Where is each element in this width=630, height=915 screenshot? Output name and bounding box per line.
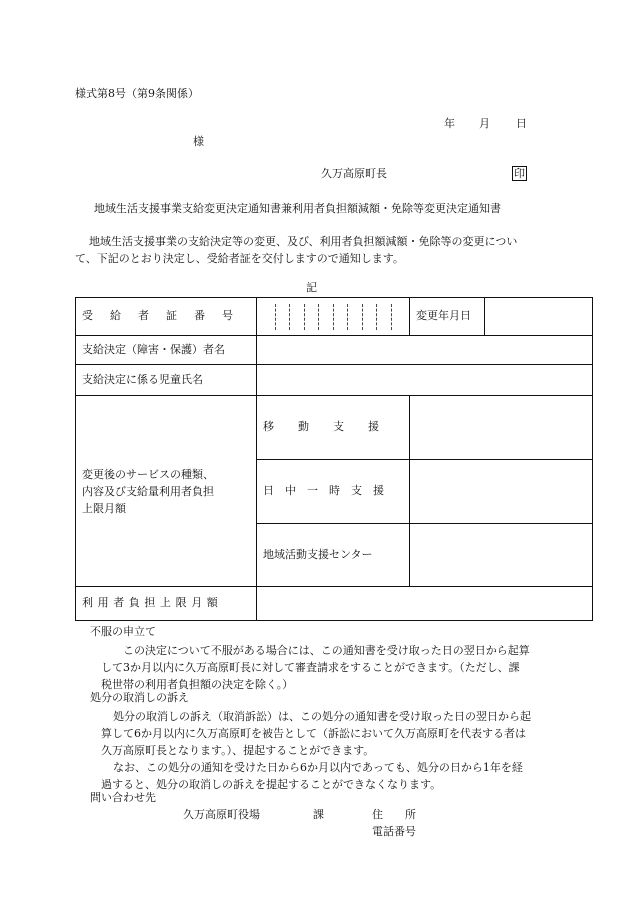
intro-paragraph [75,233,565,267]
revocation-p2-line-2: 過すると、処分の取消しの訴えを提起することができなくなります。 [101,778,442,791]
child-name-row [76,365,593,396]
intro-line-1: 地域生活支援事業の支給決定等の変更、及び、利用者負担額減額・免除等の変更につい [89,235,518,248]
service-label-line-3: 上限月額 [82,501,126,515]
child-name-label: 支給決定に係る児童氏名 [76,365,257,396]
objection-line-1: この決定について不服がある場合には、この通知書を受け取った日の翌日から起算 [123,644,530,657]
service-name-2: 日中一時支援 [263,484,395,498]
service-daytime-support [257,460,410,524]
date-year: 年 [444,117,455,130]
date-day: 日 [516,117,527,130]
revocation-paragraph [101,708,571,793]
child-name-field[interactable] [257,365,593,396]
service-row-1 [76,396,593,460]
upper-limit-label-text: 利用者負担上限月額 [82,596,223,610]
contact-address: 住 所 [372,808,416,821]
recipient-number-field[interactable] [257,298,410,336]
objection-line-2: して3か月以内に久万高原町長に対して審査請求をすることができます。（ただし、課 [101,661,520,674]
objection-paragraph [101,642,571,693]
contact-office: 久万高原町役場 [183,808,260,821]
document-title: 地域生活支援事業支給変更決定通知書兼利用者負担額減額・免除等変更決定通知書 [94,202,501,215]
service-name-3: 地域活動支援センター [263,547,373,561]
official-seal: 印 [514,167,525,180]
service-label [76,396,257,587]
upper-limit-label [76,587,257,621]
contact-section: 課 [313,808,324,821]
change-date-label: 変更年月日 [410,298,485,336]
recipient-number-label [76,298,257,336]
revocation-p1-line-2: 算して6か月以内に久万高原町を被告として（訴訟において久万高原町を代表する者は [101,727,526,740]
objection-heading: 不服の申立て [90,625,156,638]
intro-line-2: て、下記のとおり決定し、受給者証を交付しますので通知します。 [75,252,404,265]
service-label-line-2: 内容及び支給量利用者負担 [82,484,214,498]
issuer-name: 久万高原町長 [321,167,387,180]
recipient-suffix: 様 [193,135,204,148]
upper-limit-field[interactable] [257,587,593,621]
recipient-number-row [76,298,593,336]
upper-limit-row [76,587,593,621]
recipient-number-label-text: 受給者証番号 [82,309,250,323]
service-mobility-support [257,396,410,460]
digit-boxes [257,300,409,334]
service-activity-center [257,524,410,587]
revocation-p1-line-1: 処分の取消しの訴え（取消訴訟）は、この処分の通知書を受け取った日の翌日から起 [113,710,531,723]
contact-heading: 問い合わせ先 [90,791,156,804]
decision-name-row [76,336,593,365]
decision-name-field[interactable] [257,336,593,365]
contact-phone: 電話番号 [372,825,416,838]
decision-name-label: 支給決定（障害・保護）者名 [76,336,257,365]
service-field-3[interactable] [410,524,593,587]
form-table [75,297,593,621]
revocation-p2-line-1: なお、この処分の通知を受けた日から6か月以内であっても、処分の日から1年を経 [113,761,523,774]
revocation-heading: 処分の取消しの訴え [90,691,189,704]
ki-label: 記 [306,281,317,294]
date-month: 月 [479,117,490,130]
service-label-line-1: 変更後のサービスの種類、 [82,467,214,481]
service-name-1: 移動支援 [263,420,403,434]
revocation-p1-line-3: 久万高原町長となります。）、提起することができます。 [101,744,375,757]
service-field-1[interactable] [410,396,593,460]
objection-line-3: 税世帯の利用者負担額の決定を除く。） [101,678,294,691]
form-number: 様式第8号（第9条関係） [75,87,199,100]
service-field-2[interactable] [410,460,593,524]
change-date-field[interactable] [485,298,593,336]
